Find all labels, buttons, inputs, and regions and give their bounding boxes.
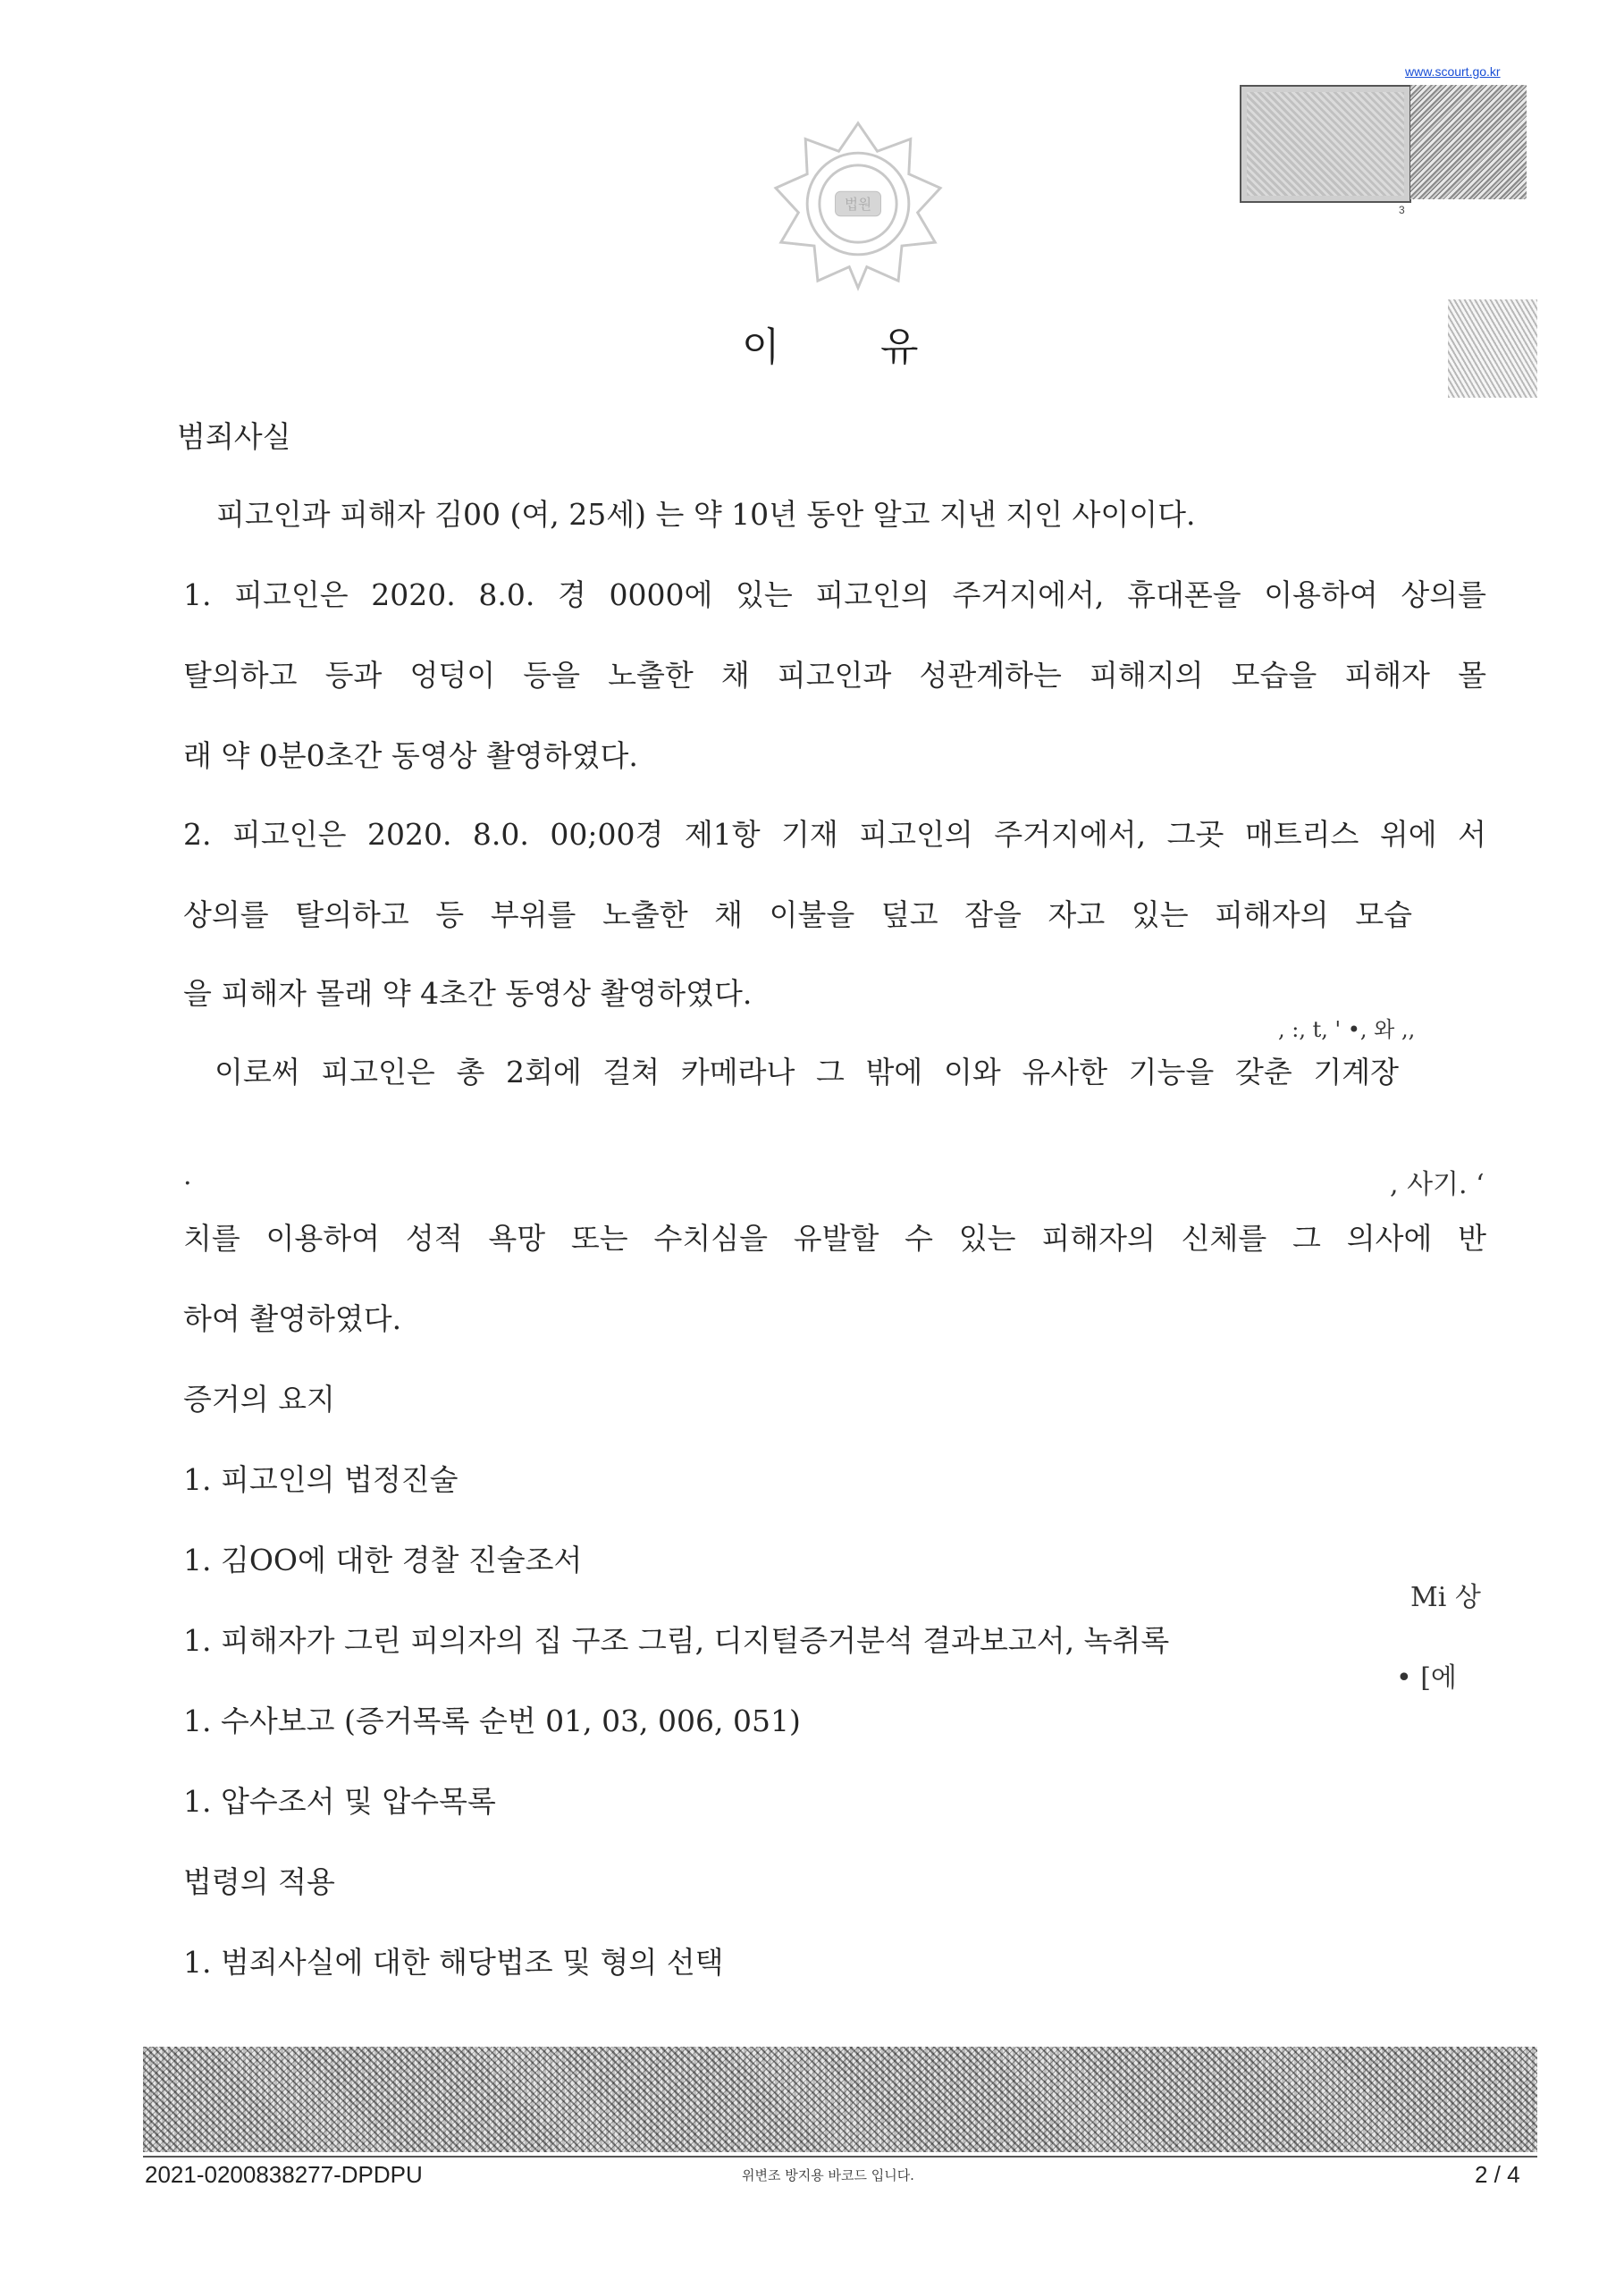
evidence-item-4: 1. 수사보고 (증거목록 순번 01, 03, 006, 051) (183, 1703, 801, 1738)
evidence-heading: 증거의 요지 (183, 1382, 335, 1417)
evidence-item-5: 1. 압수조서 및 압수목록 (183, 1784, 496, 1819)
stamp-code: 3 (1399, 204, 1405, 216)
page-number: 2 / 4 (1475, 2161, 1520, 2188)
title-char-1: 이 (742, 324, 782, 370)
item2-line-1: 2. 피고인은 2020. 8.0. 00;00경 제1항 기재 피고인의 주거지에서, 그곳 매트리스 위에 서 (183, 817, 1486, 852)
summary-line-3: 하여 촬영하였다. (183, 1301, 402, 1336)
evidence-item-2: 1. 김OO에 대한 경찰 진술조서 (183, 1543, 583, 1577)
title-char-2: 유 (880, 324, 921, 370)
authentication-stamp (1240, 85, 1411, 203)
document-id: 2021-0200838277-DPDPU (145, 2161, 423, 2188)
item2-line-2: 상의를 탈의하고 등 부위를 노출한 채 이불을 덮고 잠을 자고 있는 피해자의 모습 (183, 897, 1412, 932)
qr-noise-pattern (1410, 85, 1527, 199)
section-title (742, 315, 921, 372)
court-seal-icon (770, 116, 946, 291)
summary-line-1: 이로써 피고인은 총 2회에 걸쳐 카메라나 그 밖에 이와 유사한 기능을 갖춘 기계장 (215, 1055, 1399, 1089)
footer-divider (143, 2156, 1537, 2158)
ocr-artifact-dot: . (183, 1160, 192, 1191)
summary-line-2: 치를 이용하여 성적 욕망 또는 수치심을 유발할 수 있는 피해자의 신체를 그 의사에 반 (183, 1221, 1486, 1256)
item2-line-3: 을 피해자 몰래 약 4초간 동영상 촬영하였다. (183, 976, 753, 1011)
item1-line-1: 1. 피고인은 2020. 8.0. 경 0000에 있는 피고인의 주거지에서, 휴대폰을 이용하여 상의를 (183, 577, 1486, 612)
evidence-item-3: 1. 피해자가 그린 피의자의 집 구조 그림, 디지털증거분석 결과보고서, 녹취록 (183, 1623, 1170, 1658)
evidence-item-1: 1. 피고인의 법정진술 (183, 1462, 459, 1497)
ocr-artifact-4: • [에 (1396, 1662, 1457, 1694)
svg-text:법원: 법원 (844, 195, 872, 213)
item1-line-3: 래 약 0분0초간 동영상 촬영하였다. (183, 738, 638, 773)
court-url-link[interactable]: www.scourt.go.kr (1405, 64, 1501, 79)
anti-forgery-barcode (143, 2047, 1537, 2152)
item1-line-2: 탈의하고 등과 엉덩이 등을 노출한 채 피고인과 성관계하는 피해지의 모습을 피해자 몰 (183, 658, 1486, 693)
law-item-1: 1. 범죄사실에 대한 해당법조 및 형의 선택 (183, 1945, 724, 1980)
ocr-artifact-1: , :, t, ' •, 와 ,, (1278, 1017, 1416, 1042)
ocr-artifact-3: Mi 상 (1410, 1582, 1481, 1613)
barcode-notice: 위변조 방지용 바코드 입니다. (742, 2167, 914, 2183)
facts-intro: 피고인과 피해자 김00 (여, 25세) 는 약 10년 동안 알고 지낸 지인 사이이다. (216, 497, 1196, 532)
facts-heading: 범죄사실 (177, 419, 291, 454)
ocr-artifact-2: , 사기. ‘ (1390, 1169, 1485, 1200)
margin-noise (1448, 299, 1537, 398)
law-heading: 법령의 적용 (183, 1864, 335, 1899)
